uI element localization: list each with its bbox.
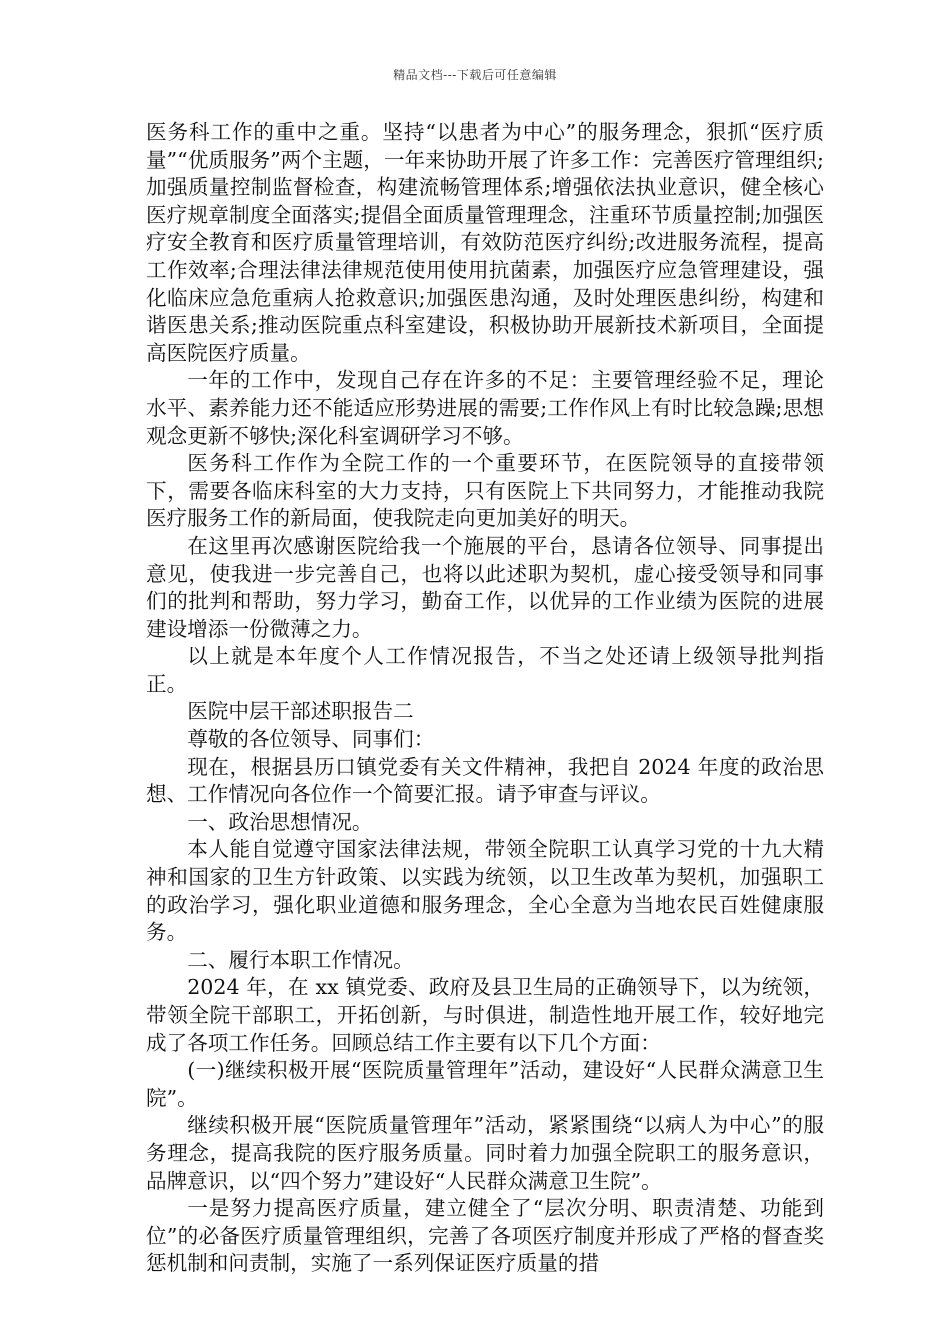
section-title: 医院中层干部述职报告二: [187, 699, 414, 724]
paragraph-15: 一是努力提高医疗质量，建立健全了“层次分明、职责清楚、功能到位”的必备医疗质量管理组织，完善了各项医疗制度并形成了严格的督查奖惩机制和问责制，实施了一系列保证医疗质量的措: [146, 1196, 824, 1276]
paragraph-12: 2024 年，在 xx 镇党委、政府及县卫生局的正确领导下，以为统领，带领全院干部职工，开拓创新，与时俱进，制造性地开展工作，较好地完成了各项工作任务。回顾总结工作主要有以下几个方面：: [146, 975, 824, 1055]
document-body: [146, 119, 824, 1278]
paragraph-8: 现在，根据县历口镇党委有关文件精神，我把自 2024 年度的政治思想、工作情况向各位作一个简要汇报。请予审查与评议。: [146, 754, 824, 807]
paragraph-10: 本人能自觉遵守国家法律法规，带领全院职工认真学习党的十九大精神和国家的卫生方针政策、以实践为统领，以卫生改革为契机，加强职工的政治学习，强化职业道德和服务理念，全心全意为当地农民百姓健康服务。: [146, 837, 824, 945]
paragraph-14: 继续积极开展“医院质量管理年”活动，紧紧围绕“以病人为中心”的服务理念，提高我院的医疗服务质量。同时着力加强全院职工的服务意识，品牌意识，以“四个努力”建设好“人民群众满意卫生院”。: [146, 1113, 824, 1193]
paragraph-2: 一年的工作中，发现自己存在许多的不足：主要管理经验不足，理论水平、素养能力还不能适应形势进展的需要;工作作风上有时比较急躁;思想观念更新不够快;深化科室调研学习不够。: [146, 368, 824, 448]
paragraph-5: 以上就是本年度个人工作情况报告，不当之处还请上级领导批判指正。: [146, 644, 824, 696]
heading-political: 一、政治思想情况。: [187, 809, 373, 834]
paragraph-4: 在这里再次感谢医院给我一个施展的平台，恳请各位领导、同事提出意见，使我进一步完善自己，也将以此述职为契机，虚心接受领导和同事们的批判和帮助，努力学习，勤奋工作，以优异的工作业绩为医院的进展建设增添一份微薄之力。: [146, 533, 824, 641]
paragraph-3: 医务科工作作为全院工作的一个重要环节，在医院领导的直接带领下，需要各临床科室的大力支持，只有医院上下共同努力，才能推动我院医疗服务工作的新局面，使我院走向更加美好的明天。: [146, 451, 824, 531]
paragraph-1: 医务科工作的重中之重。坚持“以患者为中心”的服务理念，狠抓“医疗质量”“优质服务”两个主题，一年来协助开展了许多工作：完善医疗管理组织;加强质量控制监督检查，构建流畅管理体系;增强依法执业意识，健全核心医疗规章制度全面落实;提倡全面质量管理理念，注重环节质量控制;加强医疗安全教育和医疗质量管理培训，有效防范医疗纠纷;改进服务流程，提高工作效率;合理法律法律规范使用使用抗菌素，加强医疗应急管理建设，强化临床应急危重病人抢救意识;加强医患沟通，及时处理医患纠纷，构建和谐医患关系;推动医院重点科室建设，积极协助开展新技术新项目，全面提高医院医疗质量。: [146, 120, 824, 365]
salutation: 尊敬的各位领导、同事们：: [187, 727, 435, 752]
subheading-quality-year: (一)继续积极开展“医院质量管理年”活动，建设好“人民群众满意卫生院”。: [146, 1058, 824, 1110]
page-header: 精品文档---下载后可任意编辑: [393, 68, 557, 82]
heading-duties: 二、履行本职工作情况。: [187, 947, 414, 972]
